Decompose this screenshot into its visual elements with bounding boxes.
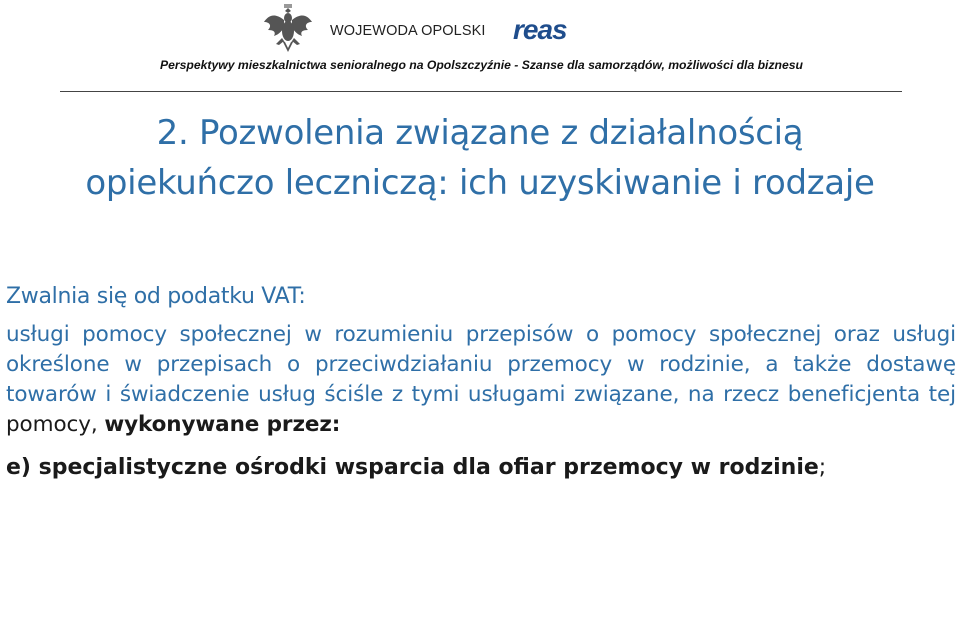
- main-paragraph-bold: wykonywane przez:: [104, 412, 341, 437]
- list-item-e: [6, 453, 956, 483]
- wojewoda-label: WOJEWODA OPOLSKI: [330, 23, 486, 39]
- slide-title-line-1: 2. Pozwolenia związane z działalnością: [156, 113, 804, 153]
- main-paragraph: [6, 320, 956, 440]
- header-divider: [60, 91, 902, 92]
- header-subtitle: Perspektywy mieszkalnictwa senioralnego na Opolszczyźnie - Szanse dla samorządów, możliwości dla biznesu: [160, 58, 803, 72]
- list-item-e-text: e) specjalistyczne ośrodki wsparcia dla ofiar przemocy w rodzinie: [6, 455, 819, 480]
- list-item-e-end: ;: [818, 455, 827, 480]
- main-paragraph-tail: pomocy,: [6, 412, 98, 437]
- slide-header: [0, 0, 960, 95]
- reas-logo: [513, 17, 595, 45]
- slide-title: [0, 108, 960, 208]
- slide-title-line-2: opiekuńczo leczniczą: ich uzyskiwanie i rodzaje: [85, 163, 875, 203]
- main-paragraph-text: usługi pomocy społecznej w rozumieniu przepisów o pomocy społecznej oraz usługi określone w przepisach o przeciwdziałaniu przemocy w rodzinie, a także dostawę towarów i świadczenie usług ściśle z tymi usługami związane, na rzecz beneficjenta tej: [6, 322, 956, 407]
- slide-body: [6, 282, 956, 483]
- reas-logo-text: reas: [513, 17, 567, 45]
- polish-eagle-emblem-icon: [262, 2, 314, 54]
- lead-text: Zwalnia się od podatku VAT:: [6, 284, 306, 309]
